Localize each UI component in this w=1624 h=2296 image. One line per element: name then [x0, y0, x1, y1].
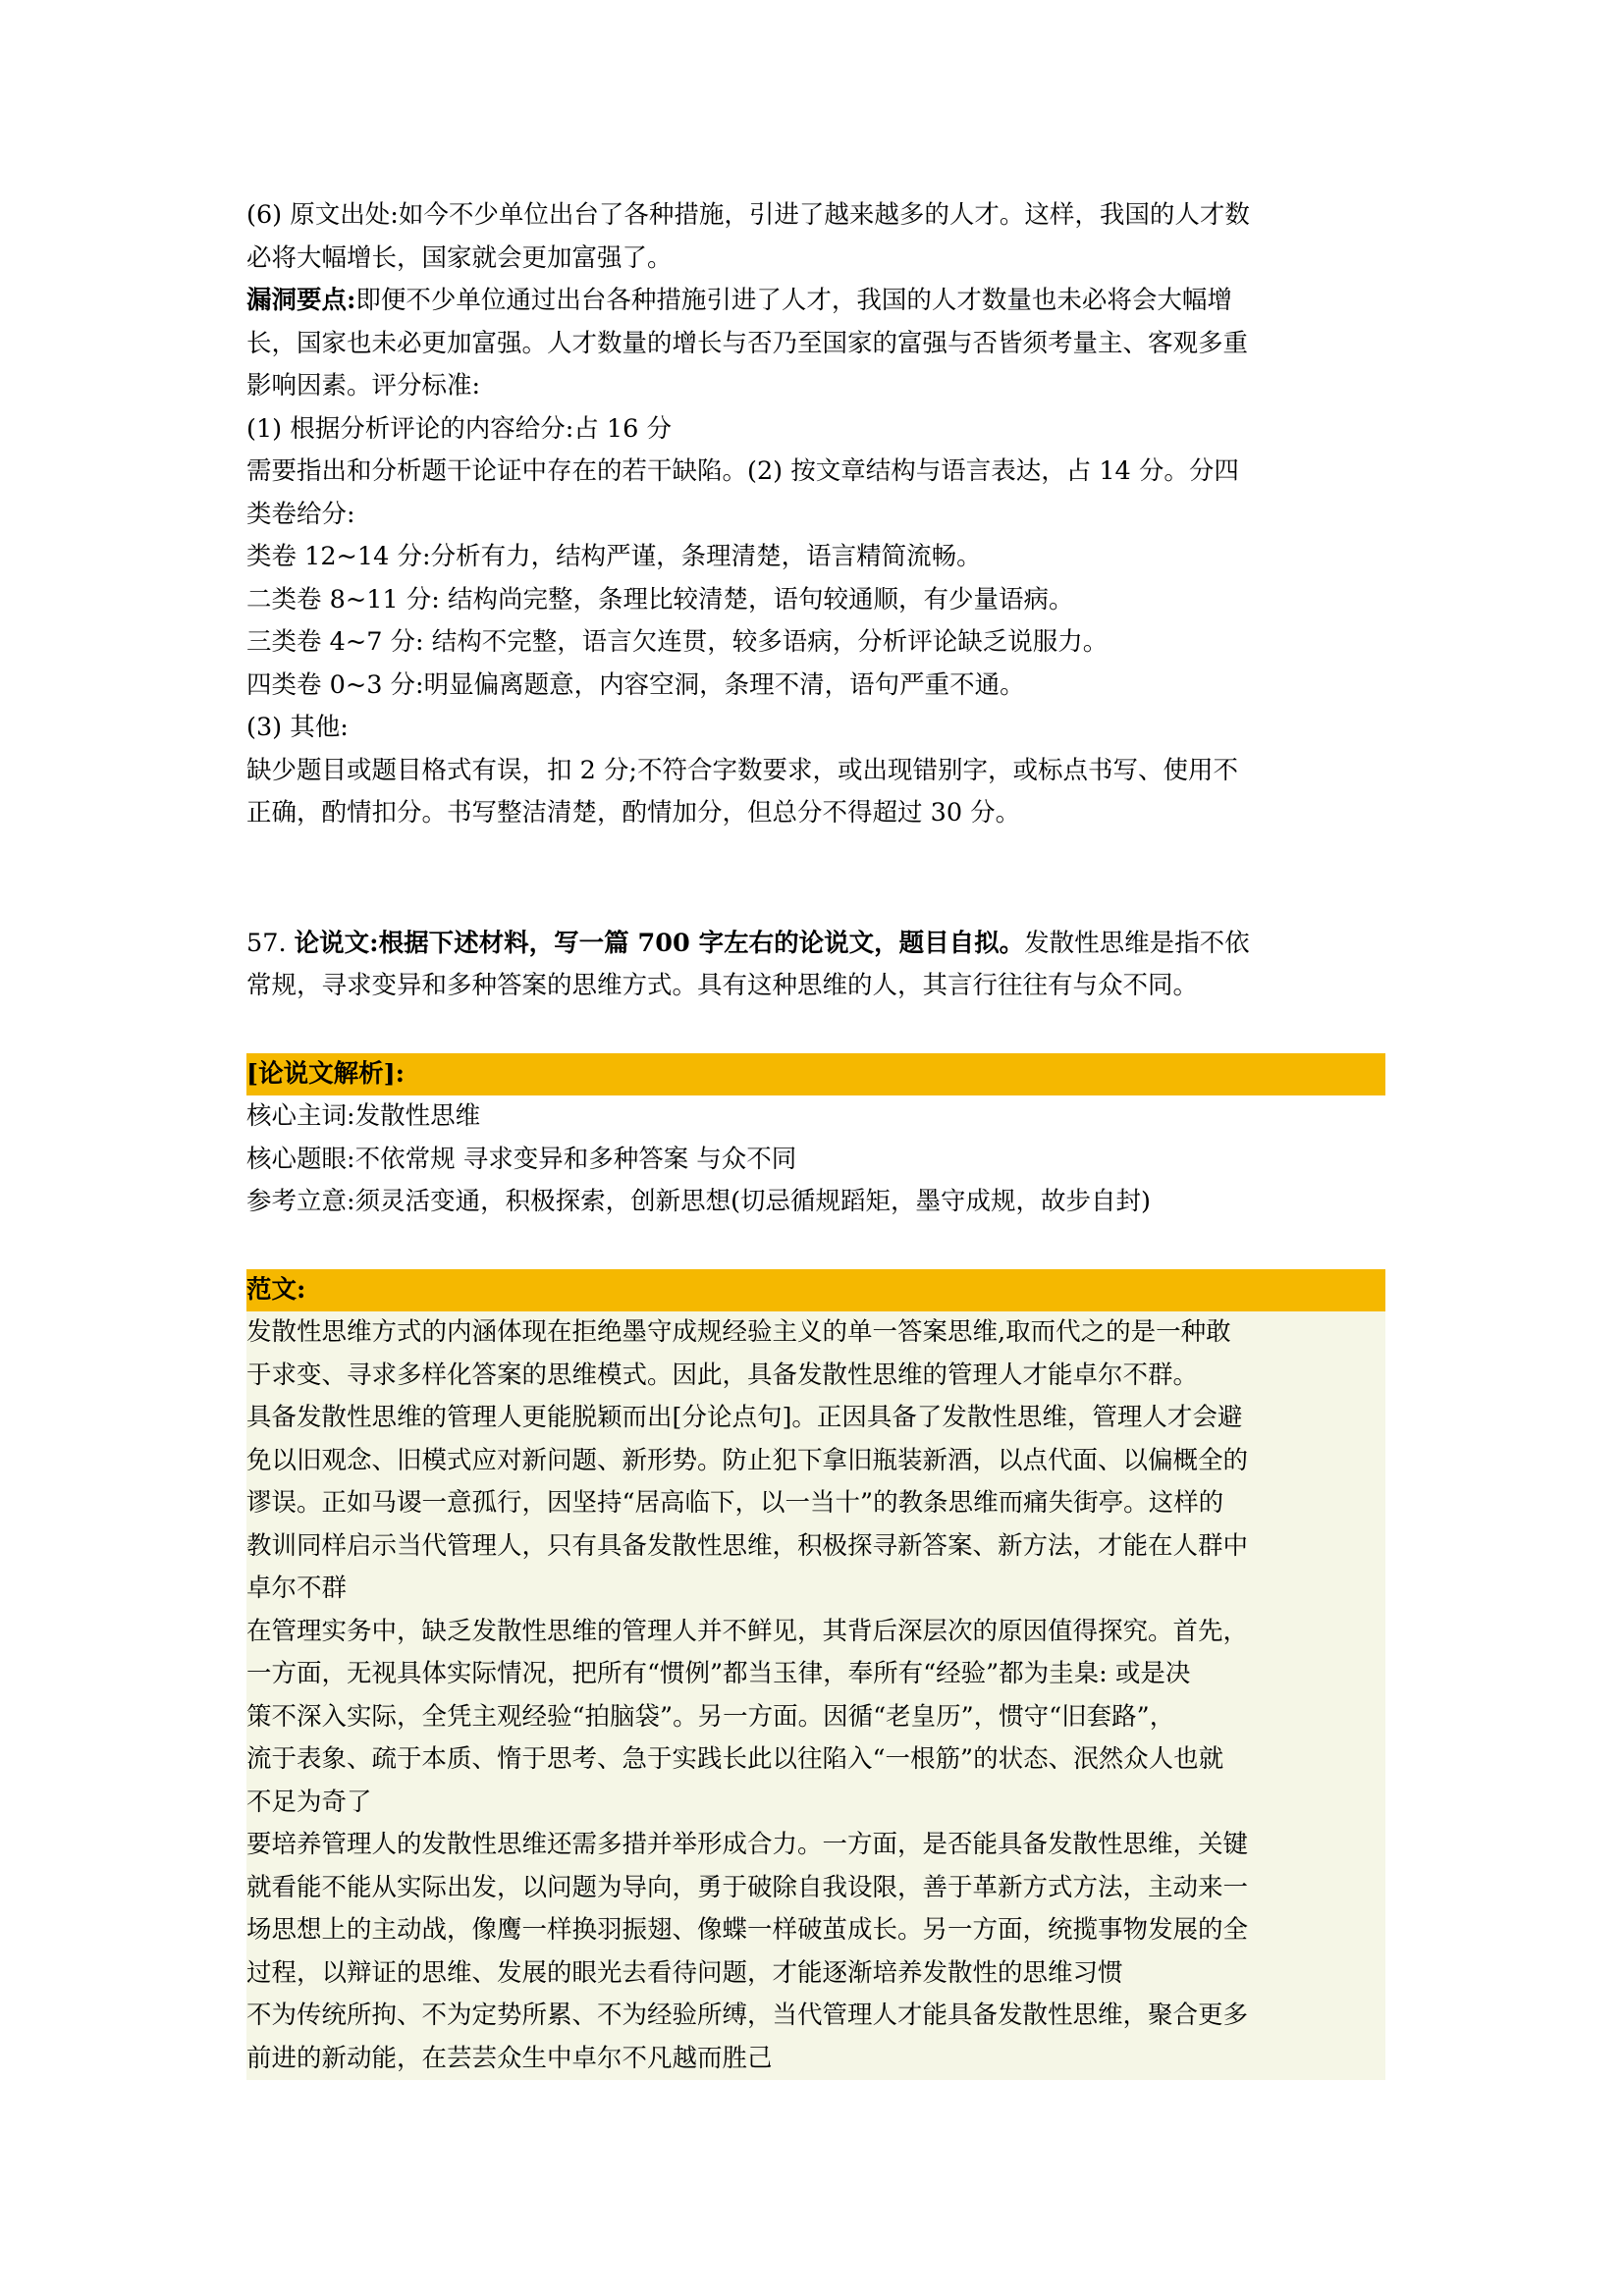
essay-line: 不为传统所拘、不为定势所累、不为经验所缚，当代管理人才能具备发散性思维，聚合更多: [246, 2001, 1249, 2030]
analysis-lines: [246, 1095, 1385, 1224]
analysis-line: 核心主词:发散性思维: [246, 1101, 481, 1131]
essay-line: 谬误。正如马谡一意孤行，因坚持“居高临下，以一当十”的教条思维而痛失街亭。这样的: [246, 1488, 1224, 1518]
loophole-text: 即便不少单位通过出台各种措施引进了人才，我国的人才数量也未必将会大幅增: [355, 286, 1232, 315]
essay-body: [246, 1311, 1385, 2080]
analysis-line: 核心题眼:不依常规 寻求变异和多种答案 与众不同: [246, 1144, 797, 1174]
loophole-line: 缺少题目或题目格式有误，扣 2 分;不符合字数要求，或出现错别字，或标点书写、使用不: [246, 755, 1239, 785]
loophole-line: (3) 其他:: [246, 713, 349, 742]
loophole-lines: [246, 323, 1385, 835]
essay-line: 具备发散性思维的管理人更能脱颖而出[分论点句]。正因具备了发散性思维，管理人才会避: [246, 1403, 1243, 1432]
question-number: 57.: [246, 928, 287, 958]
loophole-line: 正确，酌情扣分。书写整洁清楚，酌情加分，但总分不得超过 30 分。: [246, 798, 1021, 828]
analysis-line: 参考立意:须灵活变通，积极探索，创新思想(切忌循规蹈矩，墨守成规，故步自封): [246, 1187, 1151, 1216]
loophole-label: 漏洞要点:: [246, 286, 356, 315]
question-line: [246, 923, 1385, 966]
question-material: 发散性思维是指不依: [1024, 928, 1250, 958]
question-prompt: 论说文:根据下述材料，写一篇 700 字左右的论说文，题目自拟。: [294, 928, 1025, 958]
loophole-line: 长，国家也未必更加富强。人才数量的增长与否乃至国家的富强与否皆须考量主、客观多重: [246, 328, 1249, 358]
essay-line: 前进的新动能，在芸芸众生中卓尔不凡越而胜己: [246, 2043, 773, 2073]
loophole-line: 二类卷 8~11 分: 结构尚完整，条理比较清楚，语句较通顺，有少量语病。: [246, 584, 1074, 614]
loophole-line: 四类卷 0~3 分:明显偏离题意，内容空洞，条理不清，语句严重不通。: [246, 669, 1025, 700]
essay-line: 策不深入实际，全凭主观经验“拍脑袋”。另一方面。因循“老皇历”，惯守“旧套路”，: [246, 1701, 1175, 1732]
essay-line: 要培养管理人的发散性思维还需多措并举形成合力。一方面，是否能具备发散性思维，关键: [246, 1830, 1249, 1859]
essay-line: 免以旧观念、旧模式应对新问题、新形势。防止犯下拿旧瓶装新酒，以点代面、以偏概全的: [246, 1445, 1249, 1475]
rules-line: 必将大幅增长，国家就会更加富强了。: [246, 242, 673, 273]
essay-header: 范文:: [246, 1269, 1385, 1312]
loophole-line: 需要指出和分析题干论证中存在的若干缺陷。(2) 按文章结构与语言表达，占 14 分。分四: [246, 456, 1239, 486]
document-page: [246, 194, 1385, 2080]
loophole-line: 三类卷 4~7 分: 结构不完整，语言欠连贯，较多语病，分析评论缺乏说服力。: [246, 627, 1109, 657]
essay-line: 不足为奇了: [246, 1787, 372, 1817]
rules-line: (6) 原文出处:如今不少单位出台了各种措施，引进了越来越多的人才。这样，我国的人才数: [246, 200, 1250, 230]
essay-line: 一方面，无视具体实际情况，把所有“惯例”都当玉律，奉所有“经验”都为圭臬: 或是决: [246, 1659, 1191, 1688]
question-line-2: 常规，寻求变异和多种答案的思维方式。具有这种思维的人，其言行往往有与众不同。: [246, 971, 1199, 1000]
loophole-first-line: [246, 280, 1385, 323]
loophole-line: 类卷 12~14 分:分析有力，结构严谨，条理清楚，语言精简流畅。: [246, 542, 982, 571]
essay-line: 流于表象、疏于本质、惰于思考、急于实践长此以往陷入“一根筋”的状态、泯然众人也就: [246, 1744, 1224, 1774]
essay-line: 于求变、寻求多样化答案的思维模式。因此，具备发散性思维的管理人才能卓尔不群。: [246, 1360, 1199, 1390]
essay-line: 发散性思维方式的内涵体现在拒绝墨守成规经验主义的单一答案思维,取而代之的是一种敢: [246, 1317, 1231, 1347]
analysis-header: [论说文解析]:: [246, 1053, 1385, 1096]
essay-line: 场思想上的主动战，像鹰一样换羽振翅、像蝶一样破茧成长。另一方面，统揽事物发展的全: [246, 1915, 1249, 1945]
essay-line: 卓尔不群: [246, 1574, 348, 1603]
loophole-line: 影响因素。评分标准:: [246, 371, 481, 400]
essay-line: 教训同样启示当代管理人，只有具备发散性思维，积极探寻新答案、新方法，才能在人群中: [246, 1530, 1249, 1561]
loophole-line: 类卷给分:: [246, 499, 355, 529]
essay-line: 过程，以辩证的思维、发展的眼光去看待问题，才能逐渐培养发散性的思维习惯: [246, 1957, 1123, 1988]
essay-line: 就看能不能从实际出发，以问题为导向，勇于破除自我设限，善于革新方式方法，主动来一: [246, 1872, 1249, 1902]
essay-line: 在管理实务中，缺乏发散性思维的管理人并不鲜见，其背后深层次的原因值得探究。首先，: [246, 1616, 1249, 1646]
loophole-line: (1) 根据分析评论的内容给分:占 16 分: [246, 413, 672, 444]
